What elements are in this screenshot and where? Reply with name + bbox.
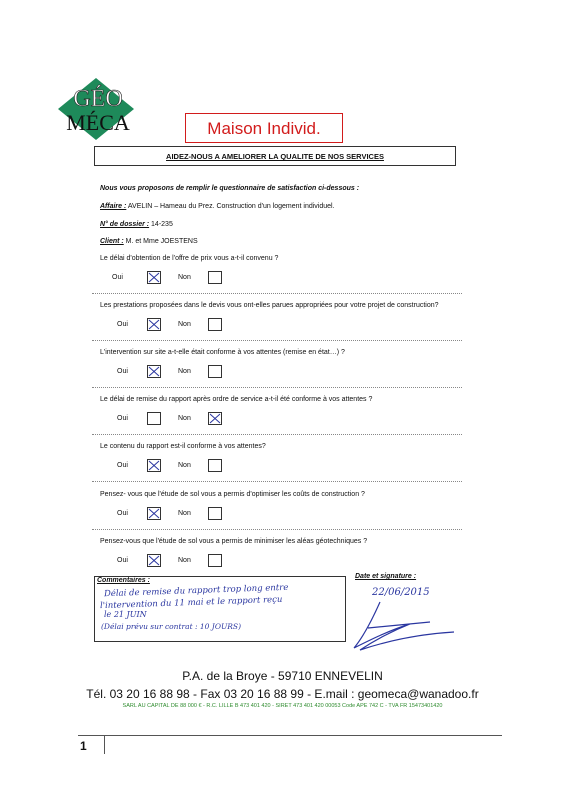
q7-yes-label: Oui	[117, 557, 128, 564]
separator	[92, 340, 462, 341]
question-6: Pensez- vous que l'étude de sol vous a permis d'optimiser les coûts de construction ?	[100, 491, 365, 498]
affaire-label: Affaire :	[100, 203, 127, 210]
question-7: Pensez-vous que l'étude de sol vous a permis de minimiser les aléas géotechniques ?	[100, 538, 368, 545]
comment-line-2: l'intervention du 11 mai et le rapport reçu	[99, 594, 283, 612]
q4-no-checkbox[interactable]	[208, 412, 222, 425]
q3-yes-checkbox[interactable]	[147, 365, 161, 378]
q4-yes-checkbox[interactable]	[147, 412, 161, 425]
comment-line-3: le 21 JUIN	[104, 610, 147, 619]
q7-yes-checkbox[interactable]	[147, 554, 161, 567]
dossier-value: 14-235	[149, 221, 173, 228]
affaire-line	[100, 203, 335, 210]
client-label: Client :	[100, 238, 124, 245]
project-type-tag: Maison Individ.	[185, 113, 343, 143]
q2-yes-label: Oui	[117, 321, 128, 328]
q2-no-label: Non	[178, 321, 191, 328]
q4-yes-label: Oui	[117, 415, 128, 422]
q3-no-label: Non	[178, 368, 191, 375]
q6-no-label: Non	[178, 510, 191, 517]
survey-banner	[94, 146, 456, 166]
company-logo	[52, 78, 152, 140]
dossier-line	[100, 221, 173, 228]
q5-no-checkbox[interactable]	[208, 459, 222, 472]
survey-banner-text: AIDEZ-NOUS A AMELIORER LA QUALITE DE NOS SERVICES	[166, 152, 384, 161]
date-signature-label: Date et signature :	[355, 573, 417, 580]
separator	[92, 434, 462, 435]
q7-no-label: Non	[178, 557, 191, 564]
q1-yes-checkbox[interactable]	[147, 271, 161, 284]
client-value: M. et Mme JOESTENS	[123, 238, 198, 245]
logo-line2: MÉCA	[66, 110, 130, 135]
q6-yes-checkbox[interactable]	[147, 507, 161, 520]
q2-no-checkbox[interactable]	[208, 318, 222, 331]
question-4: Le délai de remise du rapport après ordre de service a-t-il été conforme à vos attentes ?	[100, 396, 373, 403]
q6-no-checkbox[interactable]	[208, 507, 222, 520]
q5-no-label: Non	[178, 462, 191, 469]
footer-address: P.A. de la Broye - 59710 ENNEVELIN	[182, 669, 383, 683]
q5-yes-checkbox[interactable]	[147, 459, 161, 472]
separator	[92, 387, 462, 388]
q4-no-label: Non	[178, 415, 191, 422]
footer-legal: SARL AU CAPITAL DE 88 000 € - R.C. LILLE B 473 401 420 - SIRET 473 401 420 00053 Code APE 742 C - TVA FR 15473401420	[122, 703, 443, 709]
q5-yes-label: Oui	[117, 462, 128, 469]
footer-contact: Tél. 03 20 16 88 98 - Fax 03 20 16 88 99 - E.mail : geomeca@wanadoo.fr	[86, 687, 479, 701]
separator	[92, 293, 462, 294]
client-line	[100, 238, 198, 245]
separator	[92, 529, 462, 530]
comments-label: Commentaires :	[97, 577, 150, 584]
affaire-value: AVELIN – Hameau du Prez. Construction d'un logement individuel.	[126, 203, 335, 210]
q2-yes-checkbox[interactable]	[147, 318, 161, 331]
question-2: Les prestations proposées dans le devis vous ont-elles parues appropriées pour votre projet de construction?	[100, 302, 439, 309]
signature-date: 22/06/2015	[372, 587, 430, 598]
q1-no-checkbox[interactable]	[208, 271, 222, 284]
question-5: Le contenu du rapport est-il conforme à vos attentes?	[100, 443, 266, 450]
intro-text: Nous vous proposons de remplir le questionnaire de satisfaction ci-dessous :	[100, 185, 360, 192]
q7-no-checkbox[interactable]	[208, 554, 222, 567]
question-1: Le délai d'obtention de l'offre de prix vous a-t-il convenu ?	[100, 255, 279, 262]
q1-yes-label: Oui	[112, 274, 123, 281]
q3-no-checkbox[interactable]	[208, 365, 222, 378]
question-3: L'intervention sur site a-t-elle était conforme à vos attentes (remise en état…) ?	[100, 349, 345, 356]
q3-yes-label: Oui	[117, 368, 128, 375]
comment-line-1: Délai de remise du rapport trop long entre	[103, 582, 289, 600]
page-number: 1	[80, 739, 87, 753]
q6-yes-label: Oui	[117, 510, 128, 517]
dossier-label: N° de dossier :	[100, 221, 150, 228]
logo-line1: GÉO	[73, 86, 123, 112]
signature-drawing	[350, 600, 460, 652]
comment-line-4: (Délai prévu sur contrat : 10 JOURS)	[101, 622, 241, 631]
page-number-divider	[104, 736, 105, 754]
page-rule	[78, 735, 502, 736]
separator	[92, 481, 462, 482]
q1-no-label: Non	[178, 274, 191, 281]
